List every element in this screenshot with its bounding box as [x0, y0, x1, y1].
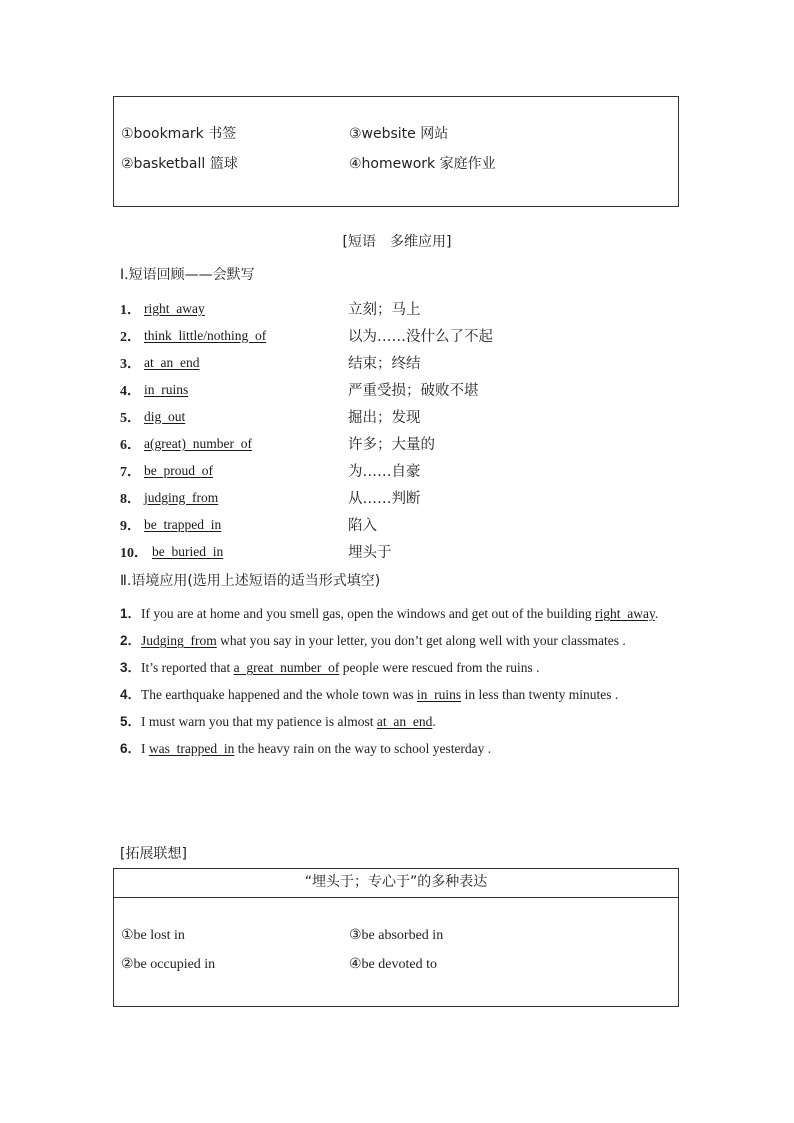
sentence-text: I must warn you that my patience is almost: [141, 714, 377, 729]
sentence-list: [120, 600, 672, 762]
phrase-answer: be buried in: [152, 543, 224, 559]
sentence-number: 4．: [120, 687, 142, 702]
vocab-item: ①bookmark 书签: [121, 126, 237, 142]
phrase-answer: dig out: [144, 408, 186, 424]
phrase-row: [120, 322, 680, 349]
phrase-number: 10．: [120, 545, 148, 561]
expression-item: ②be occupied in: [121, 957, 216, 972]
phrase-answer: at an end: [144, 354, 200, 370]
phrase-meaning: 掘出；发现: [348, 410, 421, 426]
phrase-row: [120, 376, 680, 403]
phrase-row: [120, 484, 680, 511]
sentence-answer: a great number of: [233, 660, 340, 675]
phrase-row: [120, 403, 680, 430]
phrase-answer: judging from: [144, 489, 219, 505]
expand-label: [拓展联想]: [120, 846, 187, 862]
expression-box: [113, 868, 679, 1007]
phrase-answer: a(great) number of: [144, 435, 252, 451]
expression-grid: [121, 927, 678, 973]
sentence-number: 1．: [120, 606, 142, 621]
phrase-meaning: 许多；大量的: [348, 437, 435, 453]
phrase-meaning: 以为……没什么了不起: [348, 329, 493, 345]
phrase-list: [120, 295, 680, 565]
section-heading: [短语 多维应用]: [342, 234, 452, 250]
expression-item: ④be devoted to: [349, 957, 437, 972]
phrase-row: [120, 349, 680, 376]
sentence-answer: in ruins: [416, 687, 462, 702]
sentence: [120, 735, 672, 762]
sentence-number: 6．: [120, 741, 142, 756]
phrase-row: [120, 457, 680, 484]
phrase-row: [120, 430, 680, 457]
sentence-text: The earthquake happened and the whole town was: [141, 687, 417, 702]
phrase-number: 7．: [120, 464, 141, 480]
vocab-box: [113, 96, 679, 207]
phrase-answer: be trapped in: [144, 516, 222, 532]
expression-box-title: “埋头于；专心于”的多种表达: [114, 869, 678, 898]
phrase-number: 3．: [120, 356, 141, 372]
sentence: [120, 627, 672, 654]
sentence-text: what you say in your letter, you don’t get along well with your classmates .: [216, 633, 626, 648]
phrase-meaning: 为……自豪: [348, 464, 421, 480]
phrase-row: [120, 511, 680, 538]
phrase-answer: think little/nothing of: [144, 327, 267, 343]
expression-item: ①be lost in: [121, 928, 185, 943]
sentence-answer: was trapped in: [148, 741, 235, 756]
phrase-meaning: 结束；终结: [348, 356, 421, 372]
sentence-text: in less than twenty minutes .: [461, 687, 619, 702]
sentence-answer: at an end: [376, 714, 433, 729]
sentence-text: If you are at home and you smell gas, open the windows and get out of the building: [141, 606, 596, 621]
phrase-number: 2．: [120, 329, 141, 345]
phrase-meaning: 严重受损；破败不堪: [348, 383, 479, 399]
phrase-number: 4．: [120, 383, 141, 399]
phrase-row: [120, 295, 680, 322]
sentence: [120, 654, 672, 681]
sentence-number: 2．: [120, 633, 142, 648]
phrase-number: 5．: [120, 410, 141, 426]
phrase-number: 1．: [120, 302, 141, 318]
phrase-row: [120, 538, 680, 565]
sentence: [120, 681, 672, 708]
sentence-text: .: [654, 606, 659, 621]
sentence-number: 5．: [120, 714, 142, 729]
phrase-number: 9．: [120, 518, 141, 534]
sentence-text: people were rescued from the ruins .: [339, 660, 540, 675]
expression-item: ③be absorbed in: [349, 928, 444, 943]
vocab-item: ③website 网站: [349, 126, 449, 142]
sentence-text: .: [432, 714, 436, 729]
vocab-item: ④homework 家庭作业: [349, 156, 496, 172]
phrase-meaning: 从……判断: [348, 491, 421, 507]
phrase-number: 8．: [120, 491, 141, 507]
sentence-answer: right away: [595, 606, 655, 621]
vocab-grid: [121, 123, 678, 173]
section1-title: Ⅰ.短语回顾——会默写: [120, 267, 255, 283]
sentence-answer: Judging from: [141, 633, 217, 648]
phrase-meaning: 埋头于: [348, 545, 392, 561]
sentence-number: 3．: [120, 660, 142, 675]
phrase-answer: in ruins: [144, 381, 189, 397]
phrase-meaning: 陷入: [348, 518, 377, 534]
phrase-answer: be proud of: [144, 462, 213, 478]
vocab-item: ②basketball 篮球: [121, 156, 238, 172]
sentence: [120, 600, 672, 627]
phrase-answer: right away: [144, 300, 205, 316]
phrase-number: 6．: [120, 437, 141, 453]
sentence-text: It’s reported that: [141, 660, 234, 675]
sentence-text: the heavy rain on the way to school yesterday .: [234, 741, 492, 756]
sentence: [120, 708, 672, 735]
sentence-text: I: [141, 741, 149, 756]
phrase-meaning: 立刻；马上: [348, 302, 421, 318]
section2-title: Ⅱ.语境应用(选用上述短语的适当形式填空): [120, 573, 381, 589]
